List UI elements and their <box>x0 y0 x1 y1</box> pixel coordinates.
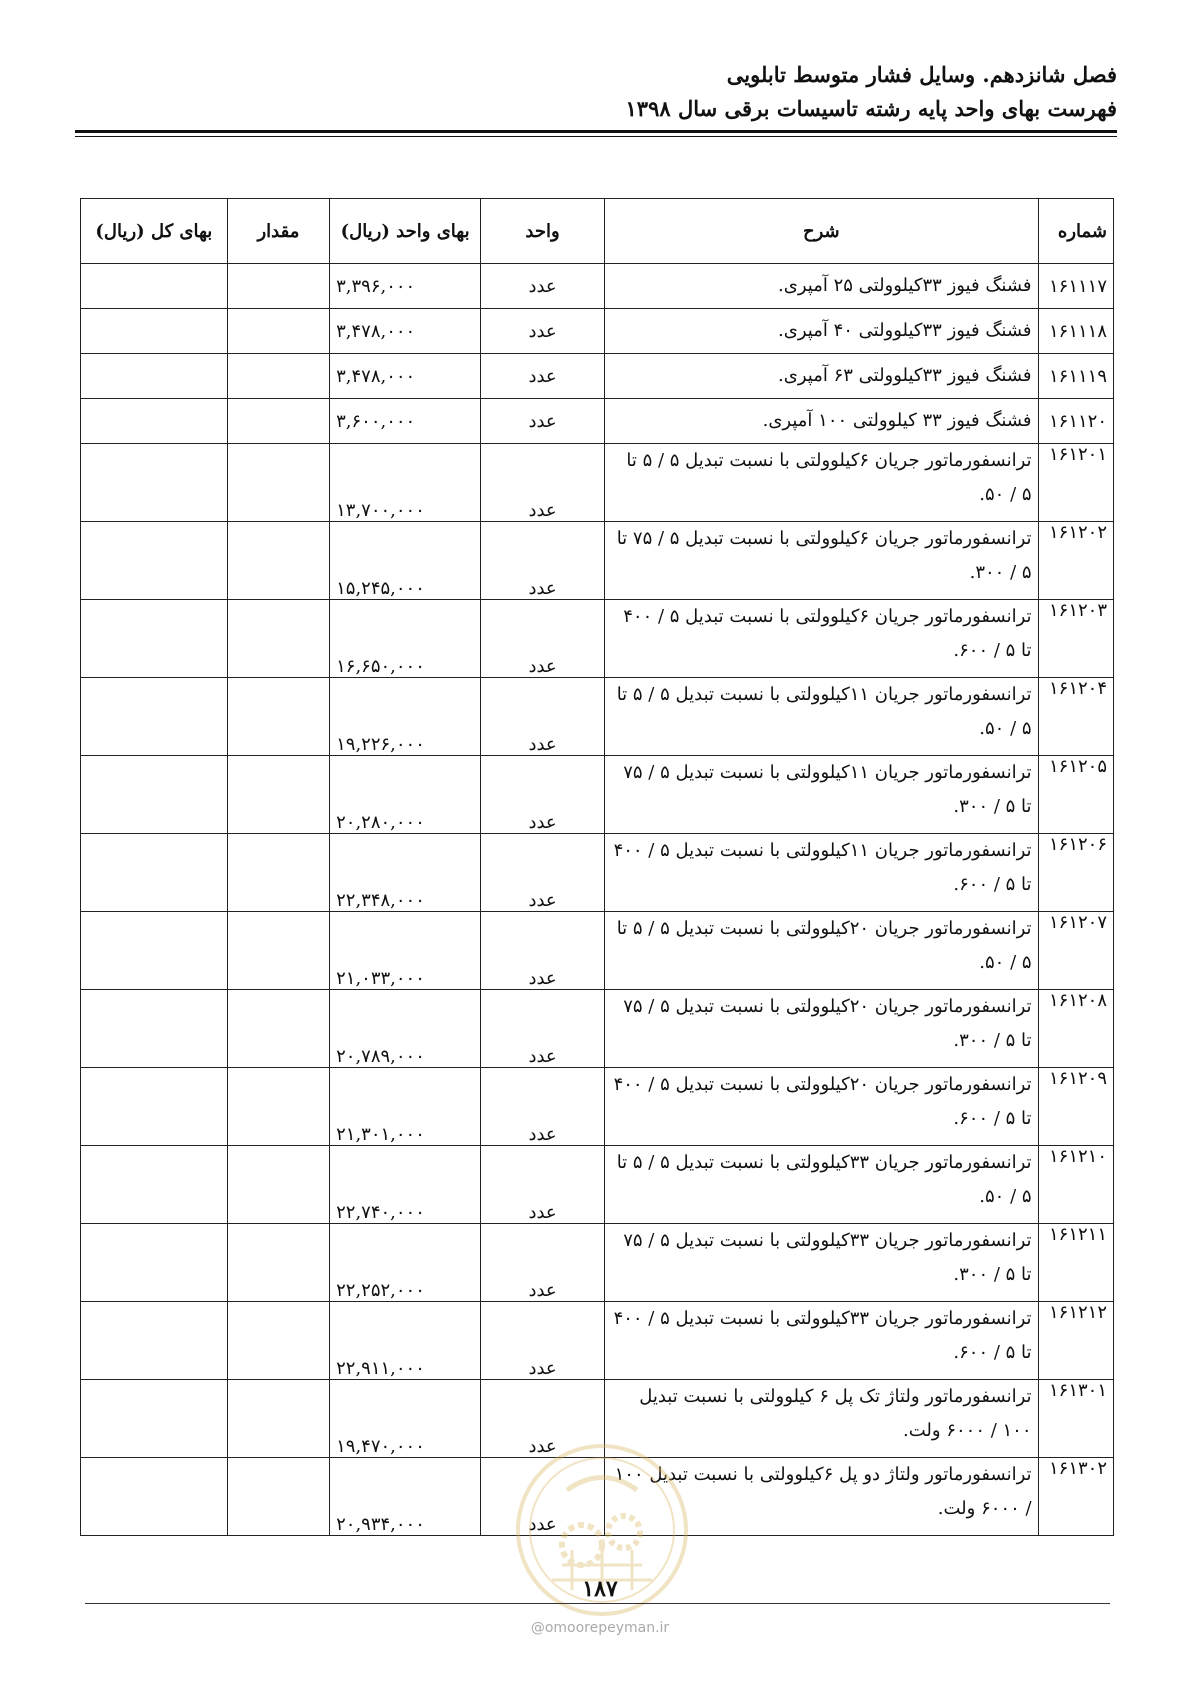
item-quantity[interactable] <box>227 522 329 600</box>
table-row <box>81 1224 1114 1302</box>
document-title: فهرست بهای واحد پایه رشته تاسیسات برقی سال ۱۳۹۸ <box>625 96 1117 121</box>
item-number: ۱۶۱۲۰۷ <box>1038 912 1113 990</box>
item-unit-price: ۲۱,۰۳۳,۰۰۰ <box>330 912 481 990</box>
item-number: ۱۶۱۲۰۴ <box>1038 678 1113 756</box>
item-number: ۱۶۱۱۱۷ <box>1038 264 1113 309</box>
item-description: فشنگ فیوز ۳۳کیلوولتی ۶۳ آمپری. <box>605 354 1038 399</box>
item-unit: عدد <box>481 1068 605 1146</box>
item-unit: عدد <box>481 354 605 399</box>
table-row <box>81 309 1114 354</box>
item-unit-price: ۲۰,۹۳۴,۰۰۰ <box>330 1458 481 1536</box>
item-quantity[interactable] <box>227 309 329 354</box>
item-number: ۱۶۱۲۰۹ <box>1038 1068 1113 1146</box>
item-description: ترانسفورماتور ولتاژ تک پل ۶ کیلوولتی با نسبت تبدیل ۱۰۰ / ۶۰۰۰ ولت. <box>605 1380 1038 1458</box>
item-total-price[interactable] <box>81 600 228 678</box>
table-row <box>81 354 1114 399</box>
item-quantity[interactable] <box>227 1224 329 1302</box>
table-header-row <box>81 199 1114 264</box>
item-unit-price: ۳,۳۹۶,۰۰۰ <box>330 264 481 309</box>
item-total-price[interactable] <box>81 1380 228 1458</box>
item-total-price[interactable] <box>81 1146 228 1224</box>
item-number: ۱۶۱۲۱۲ <box>1038 1302 1113 1380</box>
item-description: ترانسفورماتور جریان ۳۳کیلوولتی با نسبت تبدیل ۵ / ۴۰۰ تا ۵ / ۶۰۰. <box>605 1302 1038 1380</box>
item-unit-price: ۱۹,۲۲۶,۰۰۰ <box>330 678 481 756</box>
item-quantity[interactable] <box>227 1302 329 1380</box>
col-header-total-price: بهای کل (ریال) <box>81 199 228 264</box>
item-unit-price: ۳,۴۷۸,۰۰۰ <box>330 354 481 399</box>
item-quantity[interactable] <box>227 399 329 444</box>
item-unit-price: ۱۳,۷۰۰,۰۰۰ <box>330 444 481 522</box>
table-row <box>81 522 1114 600</box>
item-unit: عدد <box>481 912 605 990</box>
item-quantity[interactable] <box>227 264 329 309</box>
item-unit: عدد <box>481 756 605 834</box>
item-description: ترانسفورماتور جریان ۶کیلوولتی با نسبت تبدیل ۵ / ۴۰۰ تا ۵ / ۶۰۰. <box>605 600 1038 678</box>
col-header-unit: واحد <box>481 199 605 264</box>
item-number: ۱۶۱۲۰۲ <box>1038 522 1113 600</box>
item-quantity[interactable] <box>227 912 329 990</box>
footer-rule <box>85 1603 1110 1604</box>
item-total-price[interactable] <box>81 264 228 309</box>
item-total-price[interactable] <box>81 990 228 1068</box>
item-total-price[interactable] <box>81 1302 228 1380</box>
item-total-price[interactable] <box>81 399 228 444</box>
item-unit-price: ۳,۶۰۰,۰۰۰ <box>330 399 481 444</box>
item-unit: عدد <box>481 399 605 444</box>
item-quantity[interactable] <box>227 444 329 522</box>
item-quantity[interactable] <box>227 1458 329 1536</box>
item-quantity[interactable] <box>227 354 329 399</box>
item-quantity[interactable] <box>227 600 329 678</box>
chapter-title: فصل شانزدهم. وسایل فشار متوسط تابلویی <box>726 62 1117 87</box>
item-number: ۱۶۱۲۱۰ <box>1038 1146 1113 1224</box>
item-total-price[interactable] <box>81 444 228 522</box>
item-description: ترانسفورماتور جریان ۱۱کیلوولتی با نسبت تبدیل ۵ / ۴۰۰ تا ۵ / ۶۰۰. <box>605 834 1038 912</box>
item-quantity[interactable] <box>227 1068 329 1146</box>
col-header-unit-price: بهای واحد (ریال) <box>330 199 481 264</box>
table-row <box>81 1068 1114 1146</box>
item-description: ترانسفورماتور جریان ۱۱کیلوولتی با نسبت تبدیل ۵ / ۵ تا ۵ / ۵۰. <box>605 678 1038 756</box>
item-number: ۱۶۱۳۰۲ <box>1038 1458 1113 1536</box>
item-quantity[interactable] <box>227 990 329 1068</box>
table-row <box>81 399 1114 444</box>
item-unit-price: ۱۵,۲۴۵,۰۰۰ <box>330 522 481 600</box>
item-description: فشنگ فیوز ۳۳ کیلوولتی ۱۰۰ آمپری. <box>605 399 1038 444</box>
item-unit-price: ۳,۴۷۸,۰۰۰ <box>330 309 481 354</box>
item-total-price[interactable] <box>81 678 228 756</box>
item-number: ۱۶۱۲۰۵ <box>1038 756 1113 834</box>
item-unit: عدد <box>481 264 605 309</box>
item-total-price[interactable] <box>81 522 228 600</box>
item-description: ترانسفورماتور جریان ۶کیلوولتی با نسبت تبدیل ۵ / ۵ تا ۵ / ۵۰. <box>605 444 1038 522</box>
table-row <box>81 600 1114 678</box>
table-row <box>81 678 1114 756</box>
item-description: ترانسفورماتور ولتاژ دو پل ۶کیلوولتی با نسبت تبدیل ۱۰۰ / ۶۰۰۰ ولت. <box>605 1458 1038 1536</box>
item-number: ۱۶۱۱۱۸ <box>1038 309 1113 354</box>
item-unit: عدد <box>481 1146 605 1224</box>
item-unit: عدد <box>481 444 605 522</box>
table-row <box>81 834 1114 912</box>
col-header-description: شرح <box>605 199 1038 264</box>
item-number: ۱۶۱۲۰۸ <box>1038 990 1113 1068</box>
item-total-price[interactable] <box>81 354 228 399</box>
item-total-price[interactable] <box>81 1224 228 1302</box>
item-unit-price: ۱۹,۴۷۰,۰۰۰ <box>330 1380 481 1458</box>
table-row <box>81 756 1114 834</box>
item-unit: عدد <box>481 1458 605 1536</box>
website-watermark: @omoorepeyman.ir <box>530 1620 670 1636</box>
col-header-quantity: مقدار <box>227 199 329 264</box>
item-number: ۱۶۱۱۲۰ <box>1038 399 1113 444</box>
item-description: فشنگ فیوز ۳۳کیلوولتی ۲۵ آمپری. <box>605 264 1038 309</box>
item-unit: عدد <box>481 1224 605 1302</box>
item-unit: عدد <box>481 1380 605 1458</box>
item-description: ترانسفورماتور جریان ۲۰کیلوولتی با نسبت تبدیل ۵ / ۴۰۰ تا ۵ / ۶۰۰. <box>605 1068 1038 1146</box>
item-description: ترانسفورماتور جریان ۳۳کیلوولتی با نسبت تبدیل ۵ / ۵ تا ۵ / ۵۰. <box>605 1146 1038 1224</box>
item-description: ترانسفورماتور جریان ۲۰کیلوولتی با نسبت تبدیل ۵ / ۵ تا ۵ / ۵۰. <box>605 912 1038 990</box>
item-description: ترانسفورماتور جریان ۶کیلوولتی با نسبت تبدیل ۵ / ۷۵ تا ۵ / ۳۰۰. <box>605 522 1038 600</box>
item-number: ۱۶۱۱۱۹ <box>1038 354 1113 399</box>
item-unit-price: ۲۲,۳۴۸,۰۰۰ <box>330 834 481 912</box>
table-row <box>81 990 1114 1068</box>
item-unit-price: ۲۰,۲۸۰,۰۰۰ <box>330 756 481 834</box>
item-description: فشنگ فیوز ۳۳کیلوولتی ۴۰ آمپری. <box>605 309 1038 354</box>
item-total-price[interactable] <box>81 912 228 990</box>
item-unit-price: ۲۰,۷۸۹,۰۰۰ <box>330 990 481 1068</box>
item-quantity[interactable] <box>227 1146 329 1224</box>
table-row <box>81 912 1114 990</box>
item-quantity[interactable] <box>227 1380 329 1458</box>
table-row <box>81 1146 1114 1224</box>
item-total-price[interactable] <box>81 309 228 354</box>
item-unit: عدد <box>481 834 605 912</box>
col-header-number: شماره <box>1038 199 1113 264</box>
item-unit-price: ۲۲,۲۵۲,۰۰۰ <box>330 1224 481 1302</box>
item-unit: عدد <box>481 309 605 354</box>
item-total-price[interactable] <box>81 1458 228 1536</box>
item-unit: عدد <box>481 678 605 756</box>
item-unit-price: ۱۶,۶۵۰,۰۰۰ <box>330 600 481 678</box>
item-quantity[interactable] <box>227 834 329 912</box>
item-unit-price: ۲۲,۷۴۰,۰۰۰ <box>330 1146 481 1224</box>
item-number: ۱۶۱۲۱۱ <box>1038 1224 1113 1302</box>
item-description: ترانسفورماتور جریان ۱۱کیلوولتی با نسبت تبدیل ۵ / ۷۵ تا ۵ / ۳۰۰. <box>605 756 1038 834</box>
item-total-price[interactable] <box>81 756 228 834</box>
item-unit-price: ۲۱,۳۰۱,۰۰۰ <box>330 1068 481 1146</box>
item-unit: عدد <box>481 600 605 678</box>
price-table <box>80 198 1114 1536</box>
item-unit: عدد <box>481 522 605 600</box>
item-quantity[interactable] <box>227 756 329 834</box>
header-rule-thick <box>75 130 1117 133</box>
item-total-price[interactable] <box>81 834 228 912</box>
item-description: ترانسفورماتور جریان ۳۳کیلوولتی با نسبت تبدیل ۵ / ۷۵ تا ۵ / ۳۰۰. <box>605 1224 1038 1302</box>
item-number: ۱۶۱۲۰۶ <box>1038 834 1113 912</box>
page-header <box>75 58 1117 126</box>
page-number: ۱۸۷ <box>582 1576 618 1602</box>
item-total-price[interactable] <box>81 1068 228 1146</box>
item-quantity[interactable] <box>227 678 329 756</box>
table-row <box>81 264 1114 309</box>
item-number: ۱۶۱۳۰۱ <box>1038 1380 1113 1458</box>
item-number: ۱۶۱۲۰۱ <box>1038 444 1113 522</box>
item-unit-price: ۲۲,۹۱۱,۰۰۰ <box>330 1302 481 1380</box>
item-number: ۱۶۱۲۰۳ <box>1038 600 1113 678</box>
item-description: ترانسفورماتور جریان ۲۰کیلوولتی با نسبت تبدیل ۵ / ۷۵ تا ۵ / ۳۰۰. <box>605 990 1038 1068</box>
header-rule-thin <box>75 136 1117 137</box>
item-unit: عدد <box>481 990 605 1068</box>
item-unit: عدد <box>481 1302 605 1380</box>
table-row <box>81 1302 1114 1380</box>
table-row <box>81 444 1114 522</box>
